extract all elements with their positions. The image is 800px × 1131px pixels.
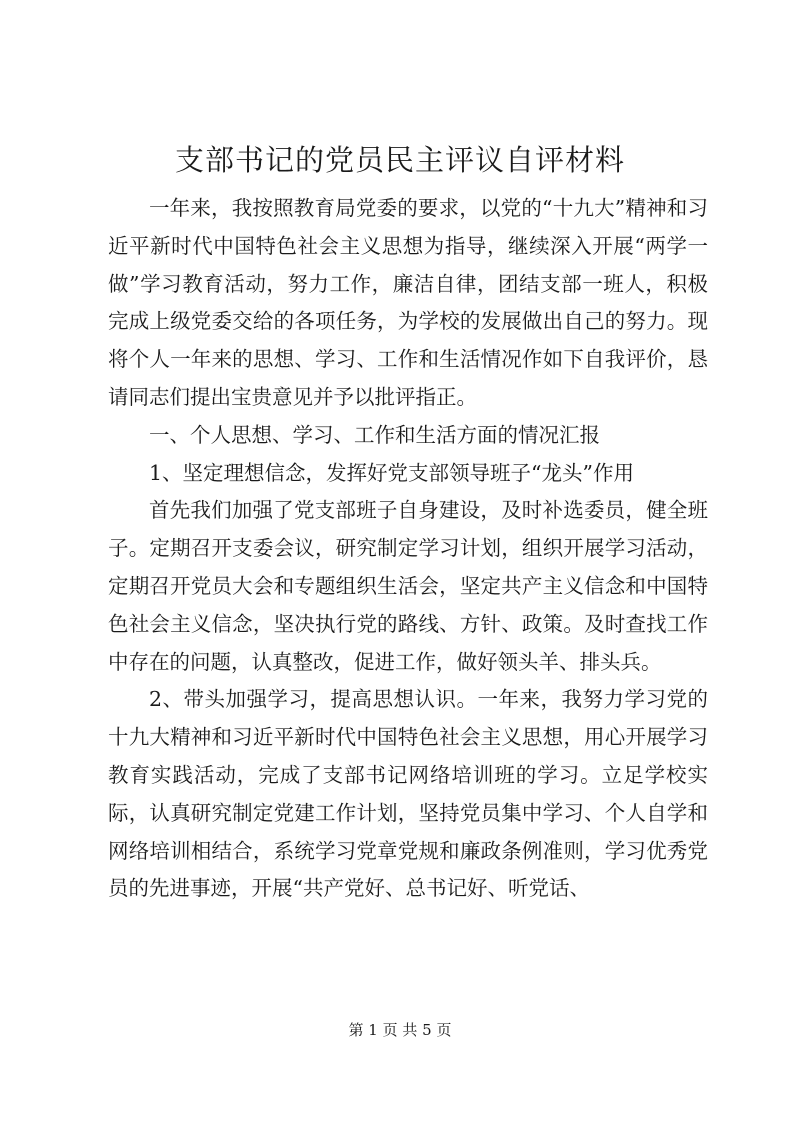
paragraph-subsection-1: 首先我们加强了党支部班子自身建设，及时补选委员，健全班子。定期召开支委会议，研究制定学习计划，组织开展学习活动，定期召开党员大会和专题组织生活会，坚定共产主义信念和中国特色社会主义信念，坚决执行党的路线、方针、政策。及时查找工作中存在的问题，认真整改，促进工作，做好领头羊、排头兵。 xyxy=(108,498,708,674)
subsection-heading-1: 1、坚定理想信念，发挥好党支部领导班子“龙头”作用 xyxy=(149,460,635,485)
paragraph-subsection-2: 2、带头加强学习，提高思想认识。一年来，我努力学习党的十九大精神和习近平新时代中国特色社会主义思想，用心开展学习教育实践活动，完成了支部书记网络培训班的学习。立足学校实际，认真研究制定党建工作计划，坚持党员集中学习、个人自学和网络培训相结合，系统学习党章党规和廉政条例准则，学习优秀党员的先进事迹，开展“共产党好、总书记好、听党话、 xyxy=(108,687,708,901)
section-heading-1: 一、个人思想、学习、工作和生活方面的情况汇报 xyxy=(149,422,600,447)
page-footer: 第 1 页 共 5 页 xyxy=(348,1021,452,1039)
document-title: 支部书记的党员民主评议自评材料 xyxy=(174,143,625,177)
document-body xyxy=(108,190,708,908)
paragraph-intro: 一年来，我按照教育局党委的要求，以党的“十九大”精神和习近平新时代中国特色社会主义思想为指导，继续深入开展“两学一做”学习教育活动，努力工作，廉洁自律，团结支部一班人，积极完成上级党委交给的各项任务，为学校的发展做出自己的努力。现将个人一年来的思想、学习、工作和生活情况作如下自我评价，恳请同志们提出宝贵意见并予以批评指正。 xyxy=(108,196,708,409)
